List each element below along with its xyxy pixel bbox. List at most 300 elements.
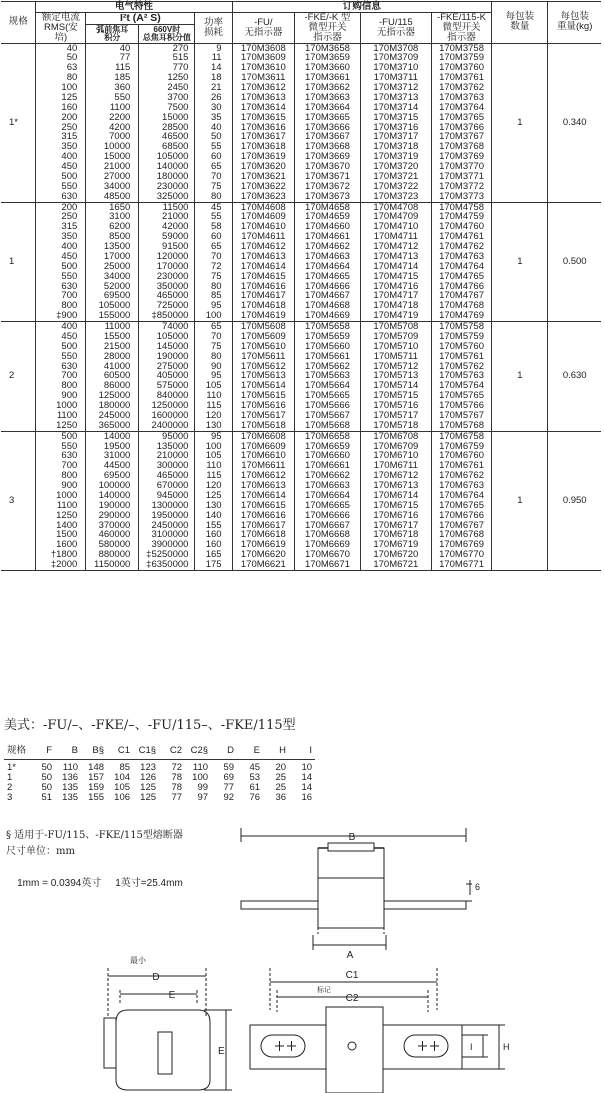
pack-weight-cell: 0.630 xyxy=(548,322,601,432)
power-loss-cell: 70 xyxy=(195,172,232,182)
part-fu-cell: 170M5615 xyxy=(232,391,295,401)
part-fke115-cell: 170M5768 xyxy=(431,421,491,431)
power-loss-cell: 60 xyxy=(195,152,232,162)
part-fke-cell: 170M5661 xyxy=(295,352,361,362)
power-loss-cell: 45 xyxy=(195,202,232,212)
part-fke115-cell: 170M5760 xyxy=(431,342,491,352)
size-cell: 3 xyxy=(1,431,36,570)
power-loss-cell: 105 xyxy=(195,451,232,461)
part-fu-cell: 170M4611 xyxy=(232,232,295,242)
part-fke-cell: 170M5666 xyxy=(295,401,361,411)
pre-arc-cell: 52000 xyxy=(86,282,139,292)
part-fke-cell: 170M6664 xyxy=(295,491,361,501)
total-clear-cell: 2450000 xyxy=(139,521,195,531)
side-view xyxy=(104,955,232,1090)
label-6: 6 xyxy=(475,882,481,892)
total-clear-cell: 230000 xyxy=(139,182,195,192)
rated-current-cell: 550 xyxy=(36,442,86,452)
part-fu115-cell: 170M4716 xyxy=(360,282,431,292)
rated-current-cell: 500 xyxy=(36,431,86,441)
part-fu115-cell: 170M4711 xyxy=(360,232,431,242)
part-fke115-cell: 170M4760 xyxy=(431,222,491,232)
total-clear-cell: 74000 xyxy=(139,322,195,332)
part-fke115-cell: 170M5759 xyxy=(431,332,491,342)
pre-arc-cell: 1100 xyxy=(86,103,139,113)
part-fke-cell: 170M6669 xyxy=(295,540,361,550)
part-fke115-cell: 170M6758 xyxy=(431,431,491,441)
rated-current-cell: 200 xyxy=(36,202,86,212)
dim-cell: 105 xyxy=(114,781,131,793)
part-fke-cell: 170M4664 xyxy=(295,262,361,272)
part-fu115-cell: 170M6718 xyxy=(360,530,431,540)
label-E-side: E xyxy=(218,1046,225,1057)
part-fke115-cell: 170M3771 xyxy=(431,172,491,182)
total-clear-cell: 2450 xyxy=(139,83,195,93)
pre-arc-cell: 290000 xyxy=(86,511,139,521)
pre-arc-cell: 86000 xyxy=(86,381,139,391)
part-fu-cell: 170M6616 xyxy=(232,511,295,521)
total-clear-cell: 46500 xyxy=(139,132,195,142)
part-fke-cell: 170M3662 xyxy=(295,83,361,93)
rated-current-cell: 250 xyxy=(36,212,86,222)
part-fke-cell: 170M4659 xyxy=(295,212,361,222)
part-fke115-cell: 170M3765 xyxy=(431,113,491,123)
total-clear-cell: 21000 xyxy=(139,212,195,222)
part-fke-cell: 170M6666 xyxy=(295,511,361,521)
part-fke115-cell: 170M6769 xyxy=(431,540,491,550)
part-fu115-cell: 170M4713 xyxy=(360,252,431,262)
part-fu-cell: 170M3612 xyxy=(232,83,295,93)
label-min: 最小 xyxy=(130,956,146,965)
dim-cell: 2 xyxy=(7,781,13,793)
part-fke115-cell: 170M4758 xyxy=(431,202,491,212)
part-fu-cell: 170M4618 xyxy=(232,301,295,311)
part-fke-cell: 170M4668 xyxy=(295,301,361,311)
header-part-fke115: -FKE/115-K 微型开关 指示器 xyxy=(431,12,491,43)
rated-current-cell: 50 xyxy=(36,53,86,63)
label-D: D xyxy=(152,972,160,983)
total-clear-cell: 140000 xyxy=(139,162,195,172)
rated-current-cell: 1250 xyxy=(36,421,86,431)
pre-arc-cell: 27000 xyxy=(86,172,139,182)
header-total-clear: 660V时 总焦耳积分值 xyxy=(139,25,195,43)
part-fke-cell: 170M3671 xyxy=(295,172,361,182)
dim-cell: 53 xyxy=(249,771,261,783)
total-clear-cell: ‡5250000 xyxy=(139,550,195,560)
part-fke115-cell: 170M3762 xyxy=(431,83,491,93)
pre-arc-cell: 100000 xyxy=(86,481,139,491)
power-loss-cell: 11 xyxy=(195,53,232,63)
rated-current-cell: 315 xyxy=(36,132,86,142)
total-clear-cell: 575000 xyxy=(139,381,195,391)
rated-current-cell: 1250 xyxy=(36,511,86,521)
part-fu-cell: 170M6614 xyxy=(232,491,295,501)
dim-cell: 25 xyxy=(275,781,287,793)
power-loss-cell: 70 xyxy=(195,252,232,262)
pre-arc-cell: 34000 xyxy=(86,272,139,282)
pre-arc-cell: 550 xyxy=(86,93,139,103)
pack-qty-cell: 1 xyxy=(492,322,548,432)
total-clear-cell: 1300000 xyxy=(139,501,195,511)
power-loss-cell: 160 xyxy=(195,540,232,550)
part-fke-cell: 170M3659 xyxy=(295,53,361,63)
total-clear-cell: 42000 xyxy=(139,222,195,232)
total-clear-cell: 1600000 xyxy=(139,411,195,421)
pre-arc-cell: 245000 xyxy=(86,411,139,421)
header-ordering: 订购信息 xyxy=(232,2,492,13)
part-fke115-cell: 170M6767 xyxy=(431,521,491,531)
dim-cell: 69 xyxy=(223,771,235,783)
rated-current-cell: 1500 xyxy=(36,530,86,540)
power-loss-cell: 110 xyxy=(195,461,232,471)
part-fu-cell: 170M5617 xyxy=(232,411,295,421)
total-clear-cell: 135000 xyxy=(139,442,195,452)
part-fu-cell: 170M5612 xyxy=(232,362,295,372)
dim-header-cell: C2 xyxy=(159,746,185,759)
dim-cell: 85 xyxy=(119,761,131,773)
rated-current-cell: 125 xyxy=(36,93,86,103)
rated-current-cell: 1600 xyxy=(36,540,86,550)
power-loss-cell: 80 xyxy=(195,352,232,362)
part-fke-cell: 170M4666 xyxy=(295,282,361,292)
dim-cell: 135 xyxy=(62,791,79,803)
part-fke115-cell: 170M4768 xyxy=(431,301,491,311)
part-fke-cell: 170M6668 xyxy=(295,530,361,540)
power-loss-cell: 9 xyxy=(195,43,232,53)
total-clear-cell: 465000 xyxy=(139,291,195,301)
part-fke115-cell: 170M5758 xyxy=(431,322,491,332)
pre-arc-cell: 370000 xyxy=(86,521,139,531)
part-fke115-cell: 170M5762 xyxy=(431,362,491,372)
part-fke-cell: 170M5664 xyxy=(295,381,361,391)
total-clear-cell: 350000 xyxy=(139,282,195,292)
total-clear-cell: 3900000 xyxy=(139,540,195,550)
part-fke115-cell: 170M3766 xyxy=(431,123,491,133)
dim-header-cell: F xyxy=(29,746,55,759)
rated-current-cell: 40 xyxy=(36,43,86,53)
part-fu115-cell: 170M3720 xyxy=(360,162,431,172)
total-clear-cell: 725000 xyxy=(139,301,195,311)
part-fu-cell: 170M4614 xyxy=(232,262,295,272)
part-fke-cell: 170M3663 xyxy=(295,93,361,103)
pre-arc-cell: 40 xyxy=(86,43,139,53)
pre-arc-cell: 7000 xyxy=(86,132,139,142)
power-loss-cell: 14 xyxy=(195,63,232,73)
dim-cell: 92 xyxy=(223,791,235,803)
part-fu-cell: 170M5613 xyxy=(232,371,295,381)
part-fke115-cell: 170M5765 xyxy=(431,391,491,401)
part-fu-cell: 170M4612 xyxy=(232,242,295,252)
dim-header-cell: C1 xyxy=(107,746,133,759)
part-fu-cell: 170M3616 xyxy=(232,123,295,133)
header-i2t: I²t (A² S) xyxy=(86,12,195,24)
power-loss-cell: 130 xyxy=(195,421,232,431)
total-clear-cell: ‡850000 xyxy=(139,311,195,321)
part-fke115-cell: 170M3760 xyxy=(431,63,491,73)
power-loss-cell: 58 xyxy=(195,222,232,232)
rated-current-cell: 630 xyxy=(36,282,86,292)
total-clear-cell: 59000 xyxy=(139,232,195,242)
dim-cell: 76 xyxy=(249,791,261,803)
power-loss-cell: 50 xyxy=(195,132,232,142)
header-size: 规格 xyxy=(1,2,36,44)
total-clear-cell: 270 xyxy=(139,43,195,53)
part-fke-cell: 170M4663 xyxy=(295,252,361,262)
part-fke115-cell: 170M3769 xyxy=(431,152,491,162)
note-mm: 1mm = 0.0394英寸 xyxy=(17,878,102,889)
part-fu-cell: 170M5616 xyxy=(232,401,295,411)
rated-current-cell: 700 xyxy=(36,371,86,381)
part-fke-cell: 170M3666 xyxy=(295,123,361,133)
part-fu115-cell: 170M4712 xyxy=(360,242,431,252)
power-loss-cell: 95 xyxy=(195,371,232,381)
dim-cell: 25 xyxy=(275,771,287,783)
part-fke-cell: 170M5659 xyxy=(295,332,361,342)
part-fu115-cell: 170M4718 xyxy=(360,301,431,311)
total-clear-cell: 945000 xyxy=(139,491,195,501)
dim-cell: 77 xyxy=(171,791,183,803)
part-fu-cell: 170M6609 xyxy=(232,442,295,452)
part-fke115-cell: 170M4766 xyxy=(431,282,491,292)
total-clear-cell: 3100000 xyxy=(139,530,195,540)
total-clear-cell: 210000 xyxy=(139,451,195,461)
pre-arc-cell: 125000 xyxy=(86,391,139,401)
part-fke-cell: 170M3658 xyxy=(295,43,361,53)
part-fu115-cell: 170M3713 xyxy=(360,93,431,103)
dim-header-cell: E xyxy=(237,746,263,759)
plan-view xyxy=(250,968,510,1093)
front-view xyxy=(241,828,480,961)
rated-current-cell: 1100 xyxy=(36,501,86,511)
power-loss-cell: 75 xyxy=(195,272,232,282)
part-fu115-cell: 170M3714 xyxy=(360,103,431,113)
part-fke-cell: 170M3672 xyxy=(295,182,361,192)
suffix-title: 美式：-FU/–、-FKE/–、-FU/115–、-FKE/115型 xyxy=(4,718,296,733)
dim-cell: 72 xyxy=(171,761,183,773)
part-fu-cell: 170M4616 xyxy=(232,282,295,292)
part-fu115-cell: 170M5710 xyxy=(360,342,431,352)
pre-arc-cell: 34000 xyxy=(86,182,139,192)
part-fu115-cell: 170M4709 xyxy=(360,212,431,222)
dim-cell: 50 xyxy=(41,761,53,773)
part-fu115-cell: 170M5709 xyxy=(360,332,431,342)
total-clear-cell: 190000 xyxy=(139,352,195,362)
rated-current-cell: 800 xyxy=(36,381,86,391)
rated-current-cell: 100 xyxy=(36,83,86,93)
total-clear-cell: 465000 xyxy=(139,471,195,481)
part-fu115-cell: 170M3719 xyxy=(360,152,431,162)
pre-arc-cell: 580000 xyxy=(86,540,139,550)
pre-arc-cell: 77 xyxy=(86,53,139,63)
pre-arc-cell: 8500 xyxy=(86,232,139,242)
part-fke-cell: 170M6660 xyxy=(295,451,361,461)
part-fke115-cell: 170M6768 xyxy=(431,530,491,540)
total-clear-cell: 91500 xyxy=(139,242,195,252)
label-C1: C1 xyxy=(345,970,359,981)
total-clear-cell: 145000 xyxy=(139,342,195,352)
part-fke115-cell: 170M3758 xyxy=(431,43,491,53)
dim-cell: 135 xyxy=(62,781,79,793)
part-fke-cell: 170M5662 xyxy=(295,362,361,372)
part-fu-cell: 170M4613 xyxy=(232,252,295,262)
part-fke-cell: 170M3661 xyxy=(295,73,361,83)
rated-current-cell: 450 xyxy=(36,162,86,172)
pre-arc-cell: 15500 xyxy=(86,332,139,342)
power-loss-cell: 60 xyxy=(195,232,232,242)
part-fu115-cell: 170M3712 xyxy=(360,83,431,93)
dim-cell: 97 xyxy=(197,791,209,803)
part-fke-cell: 170M4662 xyxy=(295,242,361,252)
part-fke-cell: 170M3669 xyxy=(295,152,361,162)
rated-current-cell: 350 xyxy=(36,232,86,242)
total-clear-cell: 1250000 xyxy=(139,401,195,411)
power-loss-cell: 160 xyxy=(195,530,232,540)
power-loss-cell: 175 xyxy=(195,560,232,570)
part-fu-cell: 170M6610 xyxy=(232,451,295,461)
pre-arc-cell: 28000 xyxy=(86,352,139,362)
power-loss-cell: 70 xyxy=(195,332,232,342)
pre-arc-cell: 360 xyxy=(86,83,139,93)
part-fu-cell: 170M6621 xyxy=(232,560,295,570)
part-fu115-cell: 170M4717 xyxy=(360,291,431,301)
rated-current-cell: 500 xyxy=(36,262,86,272)
part-fke115-cell: 170M4763 xyxy=(431,252,491,262)
part-fke115-cell: 170M5763 xyxy=(431,371,491,381)
part-fu115-cell: 170M5715 xyxy=(360,391,431,401)
part-fu115-cell: 170M6710 xyxy=(360,451,431,461)
total-clear-cell: 405000 xyxy=(139,371,195,381)
part-fu-cell: 170M5608 xyxy=(232,322,295,332)
part-fke-cell: 170M4660 xyxy=(295,222,361,232)
dim-cell: 155 xyxy=(88,791,105,803)
dim-cell: 148 xyxy=(88,761,105,773)
rated-current-cell: 400 xyxy=(36,152,86,162)
header-part-fu115: -FU/115 无指示器 xyxy=(360,12,431,43)
part-fu-cell: 170M6613 xyxy=(232,481,295,491)
note-suffix: § 适用于-FU/115、-FKE/115型熔断器 xyxy=(6,830,183,841)
part-fu115-cell: 170M6714 xyxy=(360,491,431,501)
dim-cell: 136 xyxy=(62,771,79,783)
dim-cell: 78 xyxy=(171,771,183,783)
part-fu-cell: 170M5611 xyxy=(232,352,295,362)
rated-current-cell: 160 xyxy=(36,103,86,113)
part-fke115-cell: 170M4764 xyxy=(431,262,491,272)
pack-qty-cell: 1 xyxy=(492,43,548,202)
dim-cell: 78 xyxy=(171,781,183,793)
part-fu-cell: 170M5618 xyxy=(232,421,295,431)
power-loss-cell: 115 xyxy=(195,471,232,481)
total-clear-cell: 3700 xyxy=(139,93,195,103)
part-fu115-cell: 170M3721 xyxy=(360,172,431,182)
total-clear-cell: 170000 xyxy=(139,262,195,272)
part-fu115-cell: 170M6709 xyxy=(360,442,431,452)
part-fke115-cell: 170M6765 xyxy=(431,501,491,511)
part-fke115-cell: 170M4765 xyxy=(431,272,491,282)
pre-arc-cell: 19500 xyxy=(86,442,139,452)
part-fke115-cell: 170M3770 xyxy=(431,162,491,172)
dim-cell: 45 xyxy=(249,761,261,773)
part-fke-cell: 170M5667 xyxy=(295,411,361,421)
part-fke-cell: 170M3668 xyxy=(295,142,361,152)
label-E-top: E xyxy=(168,990,176,1001)
size-cell: 2 xyxy=(1,322,36,432)
pre-arc-cell: 6200 xyxy=(86,222,139,232)
dim-cell: 14 xyxy=(301,771,313,783)
rated-current-cell: †1800 xyxy=(36,550,86,560)
pre-arc-cell: 60500 xyxy=(86,371,139,381)
total-clear-cell: 68500 xyxy=(139,142,195,152)
part-fu115-cell: 170M3709 xyxy=(360,53,431,63)
pre-arc-cell: 25000 xyxy=(86,262,139,272)
part-fke115-cell: 170M6771 xyxy=(431,560,491,570)
total-clear-cell: 7500 xyxy=(139,103,195,113)
part-fke-cell: 170M3665 xyxy=(295,113,361,123)
part-fu-cell: 170M6615 xyxy=(232,501,295,511)
part-fu115-cell: 170M6708 xyxy=(360,431,431,441)
pre-arc-cell: 69500 xyxy=(86,291,139,301)
pre-arc-cell: 11000 xyxy=(86,322,139,332)
label-H: H xyxy=(503,1042,510,1052)
dim-cell: 125 xyxy=(140,781,157,793)
rated-current-cell: 63 xyxy=(36,63,86,73)
part-fu-cell: 170M3608 xyxy=(232,43,295,53)
part-fu-cell: 170M5614 xyxy=(232,381,295,391)
dim-cell: 14 xyxy=(301,781,313,793)
power-loss-cell: 65 xyxy=(195,242,232,252)
part-fu-cell: 170M3614 xyxy=(232,103,295,113)
total-clear-cell: 105000 xyxy=(139,152,195,162)
total-clear-cell: 840000 xyxy=(139,391,195,401)
pack-qty-cell: 1 xyxy=(492,431,548,570)
total-clear-cell: 1250 xyxy=(139,73,195,83)
part-fu115-cell: 170M6720 xyxy=(360,550,431,560)
part-fke115-cell: 170M3764 xyxy=(431,103,491,113)
part-fu-cell: 170M4610 xyxy=(232,222,295,232)
part-fke-cell: 170M6659 xyxy=(295,442,361,452)
part-fu115-cell: 170M3723 xyxy=(360,192,431,202)
part-fu-cell: 170M6620 xyxy=(232,550,295,560)
power-loss-cell: 55 xyxy=(195,142,232,152)
part-fu115-cell: 170M6719 xyxy=(360,540,431,550)
part-fu-cell: 170M4617 xyxy=(232,291,295,301)
rated-current-cell: ‡900 xyxy=(36,311,86,321)
part-fke115-cell: 170M6762 xyxy=(431,471,491,481)
pre-arc-cell: 2200 xyxy=(86,113,139,123)
part-fu115-cell: 170M3708 xyxy=(360,43,431,53)
part-fu-cell: 170M3618 xyxy=(232,142,295,152)
part-fu115-cell: 170M5711 xyxy=(360,352,431,362)
dim-cell: 61 xyxy=(249,781,261,793)
dim-cell: 16 xyxy=(301,791,313,803)
part-fu-cell: 170M6611 xyxy=(232,461,295,471)
power-loss-cell: 115 xyxy=(195,401,232,411)
part-fke115-cell: 170M6764 xyxy=(431,491,491,501)
part-fu-cell: 170M4609 xyxy=(232,212,295,222)
pre-arc-cell: 17000 xyxy=(86,252,139,262)
power-loss-cell: 35 xyxy=(195,113,232,123)
part-fu-cell: 170M3613 xyxy=(232,93,295,103)
part-fke-cell: 170M6662 xyxy=(295,471,361,481)
part-fke-cell: 170M6658 xyxy=(295,431,361,441)
pre-arc-cell: 115 xyxy=(86,63,139,73)
label-C2: C2 xyxy=(345,993,359,1004)
rated-current-cell: 800 xyxy=(36,471,86,481)
part-fke115-cell: 170M6766 xyxy=(431,511,491,521)
pack-weight-cell: 0.950 xyxy=(548,431,601,570)
part-fke115-cell: 170M6761 xyxy=(431,461,491,471)
part-fke115-cell: 170M6760 xyxy=(431,451,491,461)
rated-current-cell: 900 xyxy=(36,481,86,491)
